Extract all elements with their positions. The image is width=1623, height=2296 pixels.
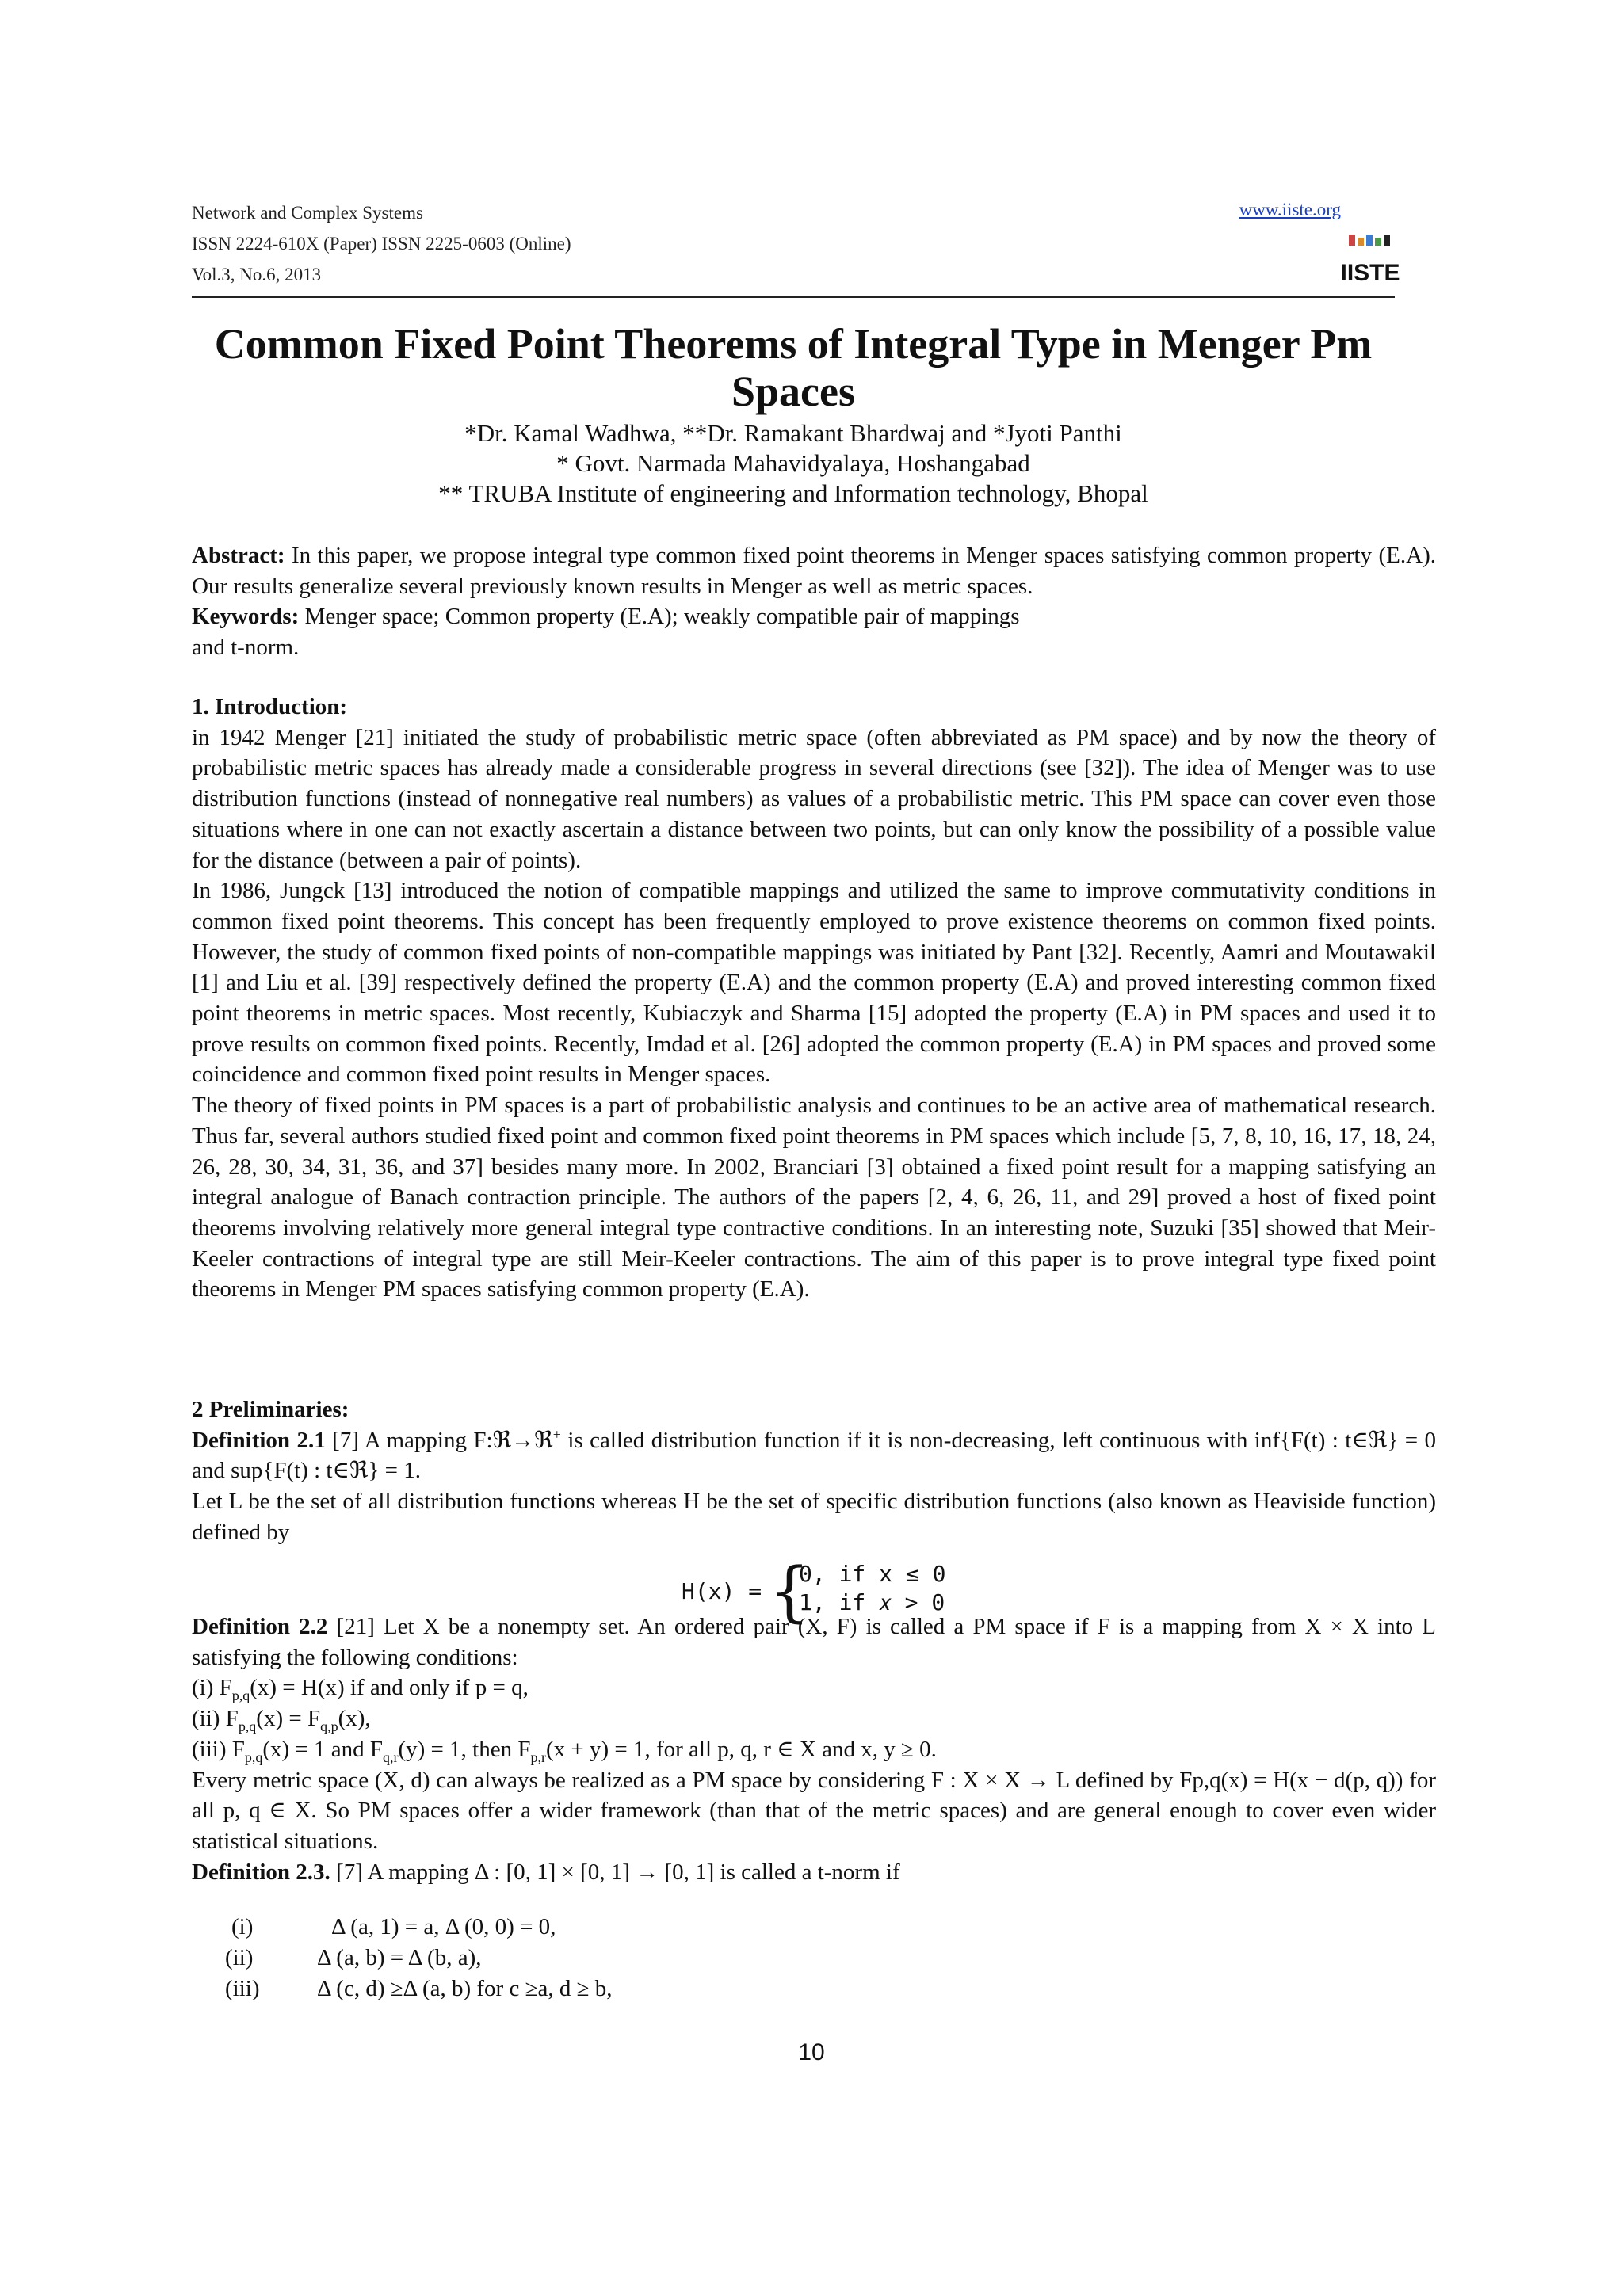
issn-line: ISSN 2224-610X (Paper) ISSN 2225-0603 (Online) <box>192 234 571 254</box>
intro-paragraph-3: The theory of fixed points in PM spaces is a part of probabilistic analysis and continues to be an active area of mathematical research. Thus far, several authors studied fixed point and common fixed point theorems in PM spaces which include [5, 7, 8, 10, 16, 17, 18, 24, 26, 28, 30, 34, 31, 36, and 37] besides many more. In 2002, Branciari [3] obtained a fixed point result for a mapping satisfying an integral analogue of Banach contraction principle. The authors of the papers [2, 4, 6, 26, 11, and 29] proved a host of fixed point theorems involving relatively more general integral type contractive conditions. In an interesting note, Suzuki [35] showed that Meir-Keeler contractions of integral type are still Meir-Keeler contractions. The aim of this paper is to prove integral type fixed point theorems in Menger PM spaces satisfying common property (E.A). <box>192 1093 1436 1302</box>
intro-paragraph-1: in 1942 Menger [21] initiated the study of probabilistic metric space (often abbreviated as PM space) and by now the theory of probabilistic metric spaces has already made a considerable progress in several directions (see [32]). The idea of Menger was to use distribution functions (instead of nonnegative real numbers) as values of a probabilistic metric. This PM space can cover even those situations where in one can not exactly ascertain a distance between two points, but can only know the possibility of a possible value for the distance (between a pair of points). <box>192 724 1436 873</box>
introduction-heading: 1. Introduction: <box>192 694 348 719</box>
definition-2-1-sup: + <box>552 1426 561 1443</box>
condition-i-sub: p,q <box>231 1688 250 1704</box>
condition-ii <box>192 1703 1436 1734</box>
definition-2-1 <box>192 1425 1436 1486</box>
condition-ii-c: (x), <box>338 1706 371 1732</box>
introduction-section <box>192 692 1436 1305</box>
definition-2-1-text-a: [7] A mapping F:ℜ→ℜ <box>325 1427 553 1453</box>
tnorm-item-1-num: (i) <box>231 1914 254 1939</box>
condition-iii <box>192 1734 1436 1765</box>
definition-2-2 <box>192 1611 1436 1672</box>
formula-lhs: H(x) = <box>682 1578 762 1604</box>
definition-2-3-text: [7] A mapping Δ : [0, 1] × [0, 1] → [0, 1] is called a t-norm if <box>330 1859 900 1885</box>
keywords-label: Keywords: <box>192 604 300 630</box>
condition-iii-sub-2: q,r <box>383 1749 399 1765</box>
paper-title: Common Fixed Point Theorems of Integral Type in Menger Pm Spaces <box>214 320 1373 415</box>
journal-url-link[interactable]: www.iiste.org <box>1239 200 1341 219</box>
abstract-block <box>192 540 1436 663</box>
preliminaries-section-b <box>192 1611 1436 1887</box>
affiliation-2: ** TRUBA Institute of engineering and Information technology, Bhopal <box>438 479 1148 507</box>
tnorm-item-1-text: Δ (a, 1) = a, Δ (0, 0) = 0, <box>331 1914 556 1939</box>
condition-ii-sub-1: p,q <box>238 1718 257 1734</box>
condition-ii-b: (x) = F <box>256 1706 321 1732</box>
definition-2-2-text: [21] Let X be a nonempty set. An ordered pair (X, F) is called a PM space if F is a mapping from X × X into L satisfying the following conditions: <box>192 1614 1436 1670</box>
journal-name: Network and Complex Systems <box>192 203 423 223</box>
tnorm-item-2-text: Δ (a, b) = Δ (b, a), <box>317 1945 482 1970</box>
page-number: 10 <box>798 2039 825 2065</box>
condition-i-b: (x) = H(x) if and only if p = q, <box>250 1675 529 1701</box>
abstract-text: In this paper, we propose integral type common fixed point theorems in Menger spaces satisfying common property (E.A). Our results generalize several previously known results in Menger as well as metric spaces. <box>192 543 1436 599</box>
condition-ii-a: (ii) F <box>192 1706 239 1732</box>
volume-line: Vol.3, No.6, 2013 <box>192 265 322 284</box>
definition-2-2-label: Definition 2.2 <box>192 1614 328 1639</box>
condition-iii-sub-1: p,q <box>244 1749 263 1765</box>
condition-i <box>192 1672 1436 1703</box>
formula-brace: { <box>769 1554 811 1630</box>
condition-iii-b: (x) = 1 and F <box>262 1736 384 1762</box>
preliminaries-heading: 2 Preliminaries: <box>192 1397 349 1422</box>
metric-space-remark: Every metric space (X, d) can always be realized as a PM space by considering F : X × X → L defined by Fp,q(x) = H(x − d(p, q)) for all p, q ∈ X. So PM spaces offer a wider framework (than that of the metric spaces) and are general enough to cover even wider statistical situations. <box>192 1767 1436 1854</box>
iiste-logo <box>1340 233 1400 288</box>
keywords-text: Menger space; Common property (E.A); weakly compatible pair of mappings <box>304 604 1020 630</box>
tnorm-item-2-num: (ii) <box>225 1945 254 1970</box>
abstract-label: Abstract: <box>192 543 285 568</box>
condition-iii-a: (iii) F <box>192 1736 245 1762</box>
authors: *Dr. Kamal Wadhwa, **Dr. Ramakant Bhardwaj and *Jyoti Panthi <box>464 419 1122 447</box>
definition-2-3-label: Definition 2.3. <box>192 1859 330 1885</box>
condition-iii-d: (x + y) = 1, for all p, q, r ∈ X and x, y ≥ 0. <box>545 1736 937 1762</box>
definition-2-1-label: Definition 2.1 <box>192 1427 326 1453</box>
condition-iii-sub-3: p,r <box>530 1749 546 1765</box>
affiliation-1: * Govt. Narmada Mahavidyalaya, Hoshangabad <box>556 449 1030 477</box>
tnorm-item-3-text: Δ (c, d) ≥Δ (a, b) for c ≥a, d ≥ b, <box>317 1976 613 2001</box>
condition-ii-sub-2: q,p <box>320 1718 338 1734</box>
condition-iii-c: (y) = 1, then F <box>398 1736 531 1762</box>
keywords-text-2: and t-norm. <box>192 635 300 661</box>
intro-paragraph-2: In 1986, Jungck [13] introduced the notion of compatible mappings and utilized the same to improve commutativity conditions in common fixed point theorems. This concept has been frequently employed to prove existence theorems on common fixed points. However, the study of common fixed points of non-compatible mappings was initiated by Pant [32]. Recently, Aamri and Moutawakil [1] and Liu et al. [39] respectively defined the property (E.A) and the common property (E.A) and proved interesting common fixed point theorems in metric spaces. Most recently, Kubiaczyk and Sharma [15] adopted the property (E.A) in PM spaces and used it to prove results on common fixed points. Recently, Imdad et al. [26] adopted the common property (E.A) in PM spaces and proved some coincidence and common fixed point results in Menger spaces. <box>192 878 1436 1088</box>
preliminaries-section-a <box>192 1394 1436 1548</box>
condition-i-a: (i) F <box>192 1675 232 1701</box>
header-rule <box>192 296 1395 298</box>
definition-2-3 <box>192 1857 1436 1888</box>
heaviside-intro: Let L be the set of all distribution functions whereas H be the set of specific distribution functions (also known as Heaviside function) defined by <box>192 1489 1436 1545</box>
formula-case-1: 0, if x ≤ 0 <box>799 1561 946 1587</box>
tnorm-item-3-num: (iii) <box>225 1976 260 2001</box>
formula-case-2: 1, if 𝑥 > 0 <box>799 1589 945 1615</box>
definition-2-1-text-b: is called distribution function if it is non-decreasing, left continuous with inf{F(t) : t∈ℜ} = 0 and sup{F(t) : t∈ℜ} = 1. <box>192 1427 1436 1484</box>
svg-text:IISTE: IISTE <box>1340 260 1400 286</box>
